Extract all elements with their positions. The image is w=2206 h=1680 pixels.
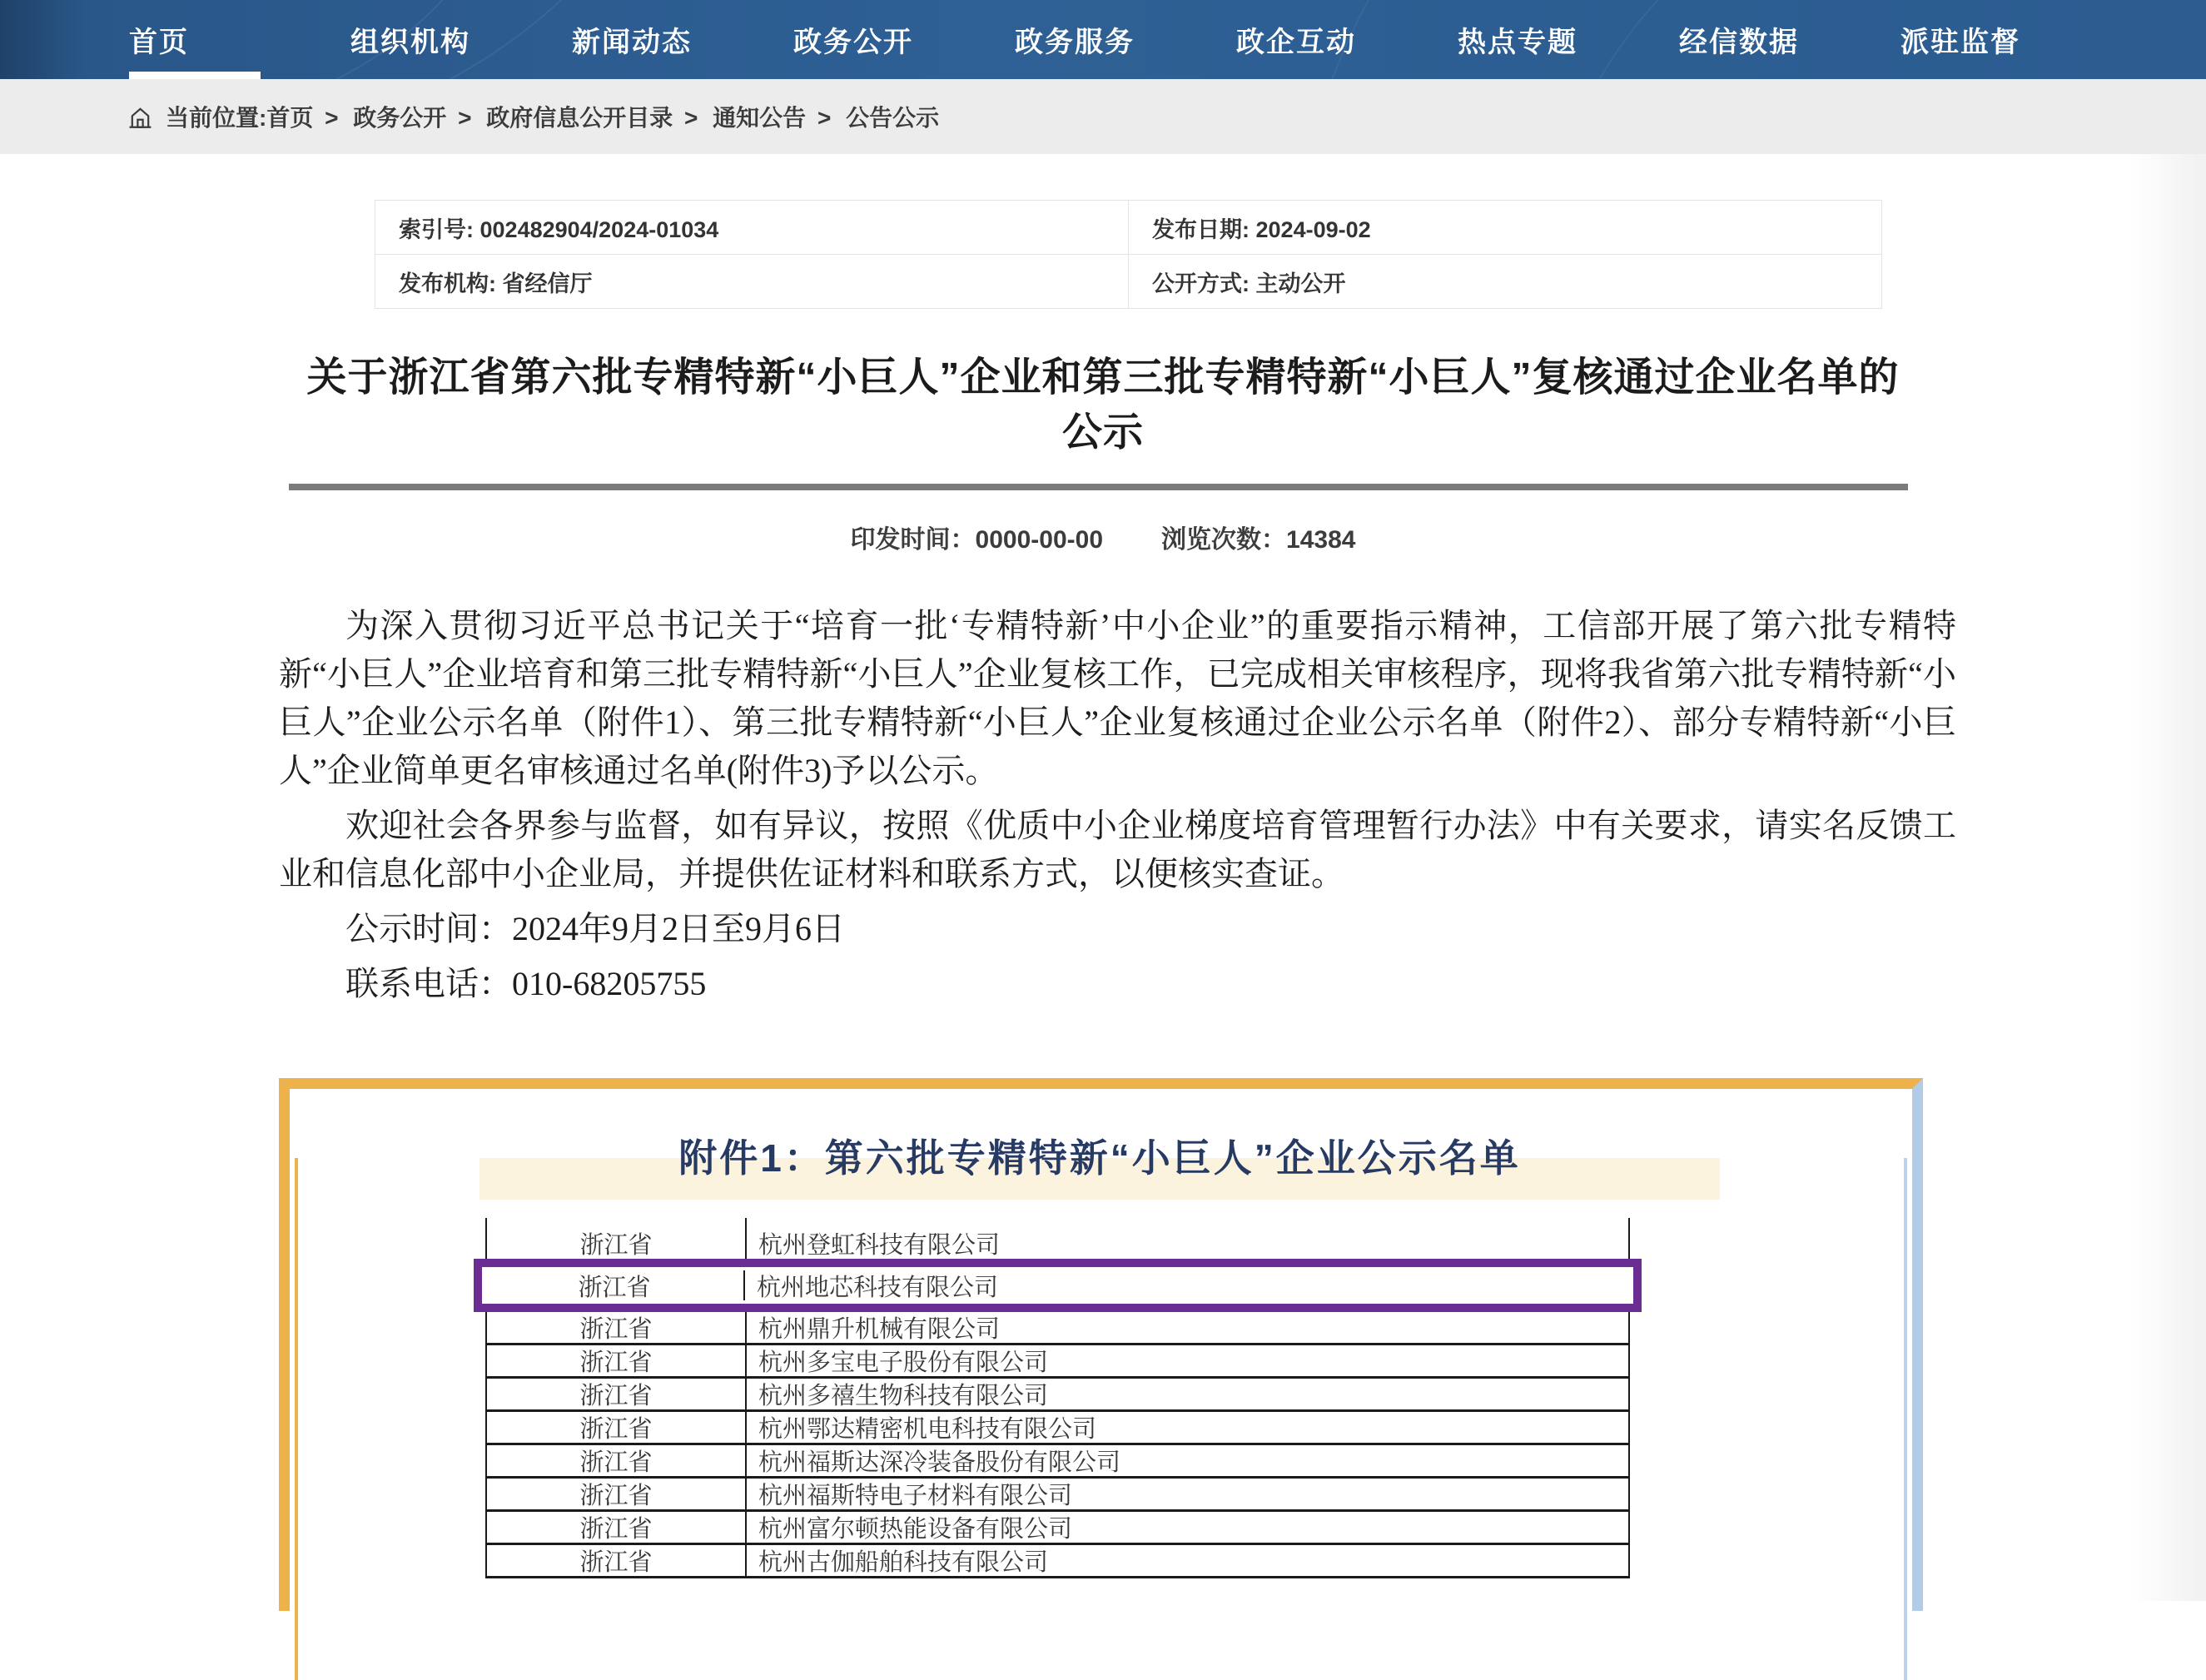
article-paragraph: 欢迎社会各界参与监督，如有异议，按照《优质中小企业梯度培育管理暂行办法》中有关要求，请实名反馈工业和信息化部中小企业局，并提供佐证材料和联系方式，以便核实查证。 — [279, 807, 1956, 893]
nav-item-label: 政务公开 — [793, 27, 913, 58]
nav-item-2[interactable] — [572, 0, 793, 79]
nav-item-label: 政务服务 — [1015, 27, 1135, 58]
nav-item-label: 派驻监督 — [1900, 27, 2020, 58]
issue-time-value: 0000-00-00 — [975, 526, 1104, 554]
breadcrumb-item-4[interactable]: 公告公示 — [846, 105, 940, 131]
nav-item-4[interactable] — [1015, 0, 1236, 79]
attachment-table-row — [485, 1412, 1630, 1445]
breadcrumb-item-2[interactable]: 政府信息公开目录 — [486, 105, 673, 131]
issue-time-label: 印发时间： — [850, 526, 976, 554]
breadcrumb-item-1[interactable]: 政务公开 — [353, 105, 447, 131]
attachment-table-row — [485, 1270, 1630, 1300]
nav-item-label: 经信数据 — [1679, 27, 1799, 58]
attachment-table-row — [485, 1228, 1630, 1261]
attachment-table-row — [485, 1445, 1630, 1479]
company-cell: 杭州古伽船舶科技有限公司 — [758, 1549, 1049, 1577]
breadcrumb-prefix: 当前位置: — [166, 105, 267, 131]
info-cell: 发布机构: 省经信厅 — [375, 255, 1129, 309]
breadcrumb-trail — [266, 100, 939, 133]
attachment-table-row — [485, 1545, 1630, 1578]
company-cell: 杭州福斯达深冷装备股份有限公司 — [758, 1449, 1121, 1477]
nav-item-8[interactable] — [1900, 0, 2122, 79]
info-cell: 索引号: 002482904/2024-01034 — [375, 201, 1129, 255]
province-cell: 浙江省 — [487, 1345, 747, 1376]
top-nav — [0, 0, 2206, 79]
nav-item-6[interactable] — [1458, 0, 1679, 79]
province-cell: 浙江省 — [487, 1512, 747, 1543]
nav-item-7[interactable] — [1679, 0, 1900, 79]
notice-period-line: 公示时间：2024年9月2日至9月6日 — [345, 910, 845, 948]
company-cell: 杭州富尔顿热能设备有限公司 — [758, 1516, 1073, 1543]
province-cell: 浙江省 — [487, 1445, 747, 1476]
info-cell: 发布日期: 2024-09-02 — [1129, 201, 1882, 255]
page-right-fade — [2129, 154, 2206, 1601]
province-cell: 浙江省 — [487, 1228, 747, 1259]
article-paragraph: 为深入贯彻习近平总书记关于“培育一批‘专精特新’中小企业”的重要指示精神，工信部开展了第六批专精特新“小巨人”企业培育和第三批专精特新“小巨人”企业复核工作，已完成相关审核程序，现将我省第六批专精特新“小巨人”企业公示名单（附件1）、第三批专精特新“小巨人”企业复核通过企业公示名单（附件2）、部分专精特新“小巨人”企业简单更名审核通过名单(附件3)予以公示。 — [279, 607, 1956, 790]
home-icon — [127, 104, 154, 130]
breadcrumb-item-3[interactable]: 通知公告 — [713, 105, 807, 131]
active-tab-underline — [129, 72, 261, 79]
views-value: 14384 — [1286, 526, 1356, 554]
nav-item-3[interactable] — [793, 0, 1015, 79]
attachment-table-row — [485, 1312, 1630, 1345]
province-cell: 浙江省 — [487, 1412, 747, 1443]
breadcrumb-separator: > — [684, 105, 698, 131]
article-body — [279, 602, 1956, 1008]
breadcrumb-separator: > — [817, 105, 832, 131]
attachment-table-row — [485, 1479, 1630, 1512]
company-cell: 杭州鼎升机械有限公司 — [758, 1316, 1001, 1344]
attachment-title: 附件1：第六批专精特新“小巨人”企业公示名单 — [678, 1136, 1521, 1180]
province-cell: 浙江省 — [487, 1545, 747, 1576]
highlight-annotation-frame — [474, 1259, 1642, 1312]
views-label: 浏览次数： — [1161, 526, 1287, 554]
nav-item-label: 政企互动 — [1236, 27, 1356, 58]
nav-item-label: 首页 — [129, 27, 189, 58]
nav-item-label: 新闻动态 — [572, 27, 692, 58]
breadcrumb-separator: > — [325, 105, 339, 131]
attachment-table-cropped-row — [485, 1218, 1630, 1228]
breadcrumb-item-0[interactable]: 首页 — [266, 105, 314, 131]
nav-item-1[interactable] — [350, 0, 572, 79]
province-cell: 浙江省 — [487, 1379, 747, 1409]
province-cell: 浙江省 — [485, 1270, 745, 1300]
attachment-table-row — [485, 1379, 1630, 1412]
contact-phone-line: 联系电话：010-68205755 — [345, 965, 707, 1003]
attachment-table-row — [485, 1512, 1630, 1545]
info-cell: 公开方式: 主动公开 — [1129, 255, 1882, 309]
province-cell: 浙江省 — [487, 1479, 747, 1509]
breadcrumb — [0, 79, 2206, 154]
province-cell: 浙江省 — [487, 1312, 747, 1343]
article-meta — [0, 519, 2206, 555]
nav-items — [0, 0, 2206, 79]
document-info-table — [375, 200, 1882, 309]
nav-item-label: 热点专题 — [1458, 27, 1577, 58]
company-cell: 杭州多宝电子股份有限公司 — [758, 1349, 1049, 1377]
title-divider — [289, 484, 1908, 490]
nav-item-0[interactable] — [129, 0, 350, 79]
company-cell: 杭州地芯科技有限公司 — [757, 1274, 999, 1301]
attachment-image-frame — [279, 1078, 1923, 1611]
nav-item-5[interactable] — [1236, 0, 1458, 79]
breadcrumb-separator: > — [458, 105, 472, 131]
attachment-title-highlight-band — [479, 1136, 1720, 1200]
attachment-inner-frame — [295, 1136, 1907, 1680]
attachment-table-row — [485, 1345, 1630, 1379]
attachment-company-table — [485, 1218, 1630, 1578]
company-cell: 杭州福斯特电子材料有限公司 — [758, 1483, 1073, 1510]
company-cell: 杭州登虹科技有限公司 — [758, 1232, 1001, 1260]
company-cell: 杭州多禧生物科技有限公司 — [758, 1383, 1049, 1410]
page-title: 关于浙江省第六批专精特新“小巨人”企业和第三批专精特新“小巨人”复核通过企业名单的公示 — [306, 355, 1900, 455]
nav-item-label: 组织机构 — [350, 27, 470, 58]
company-cell: 杭州鄂达精密机电科技有限公司 — [758, 1416, 1097, 1444]
